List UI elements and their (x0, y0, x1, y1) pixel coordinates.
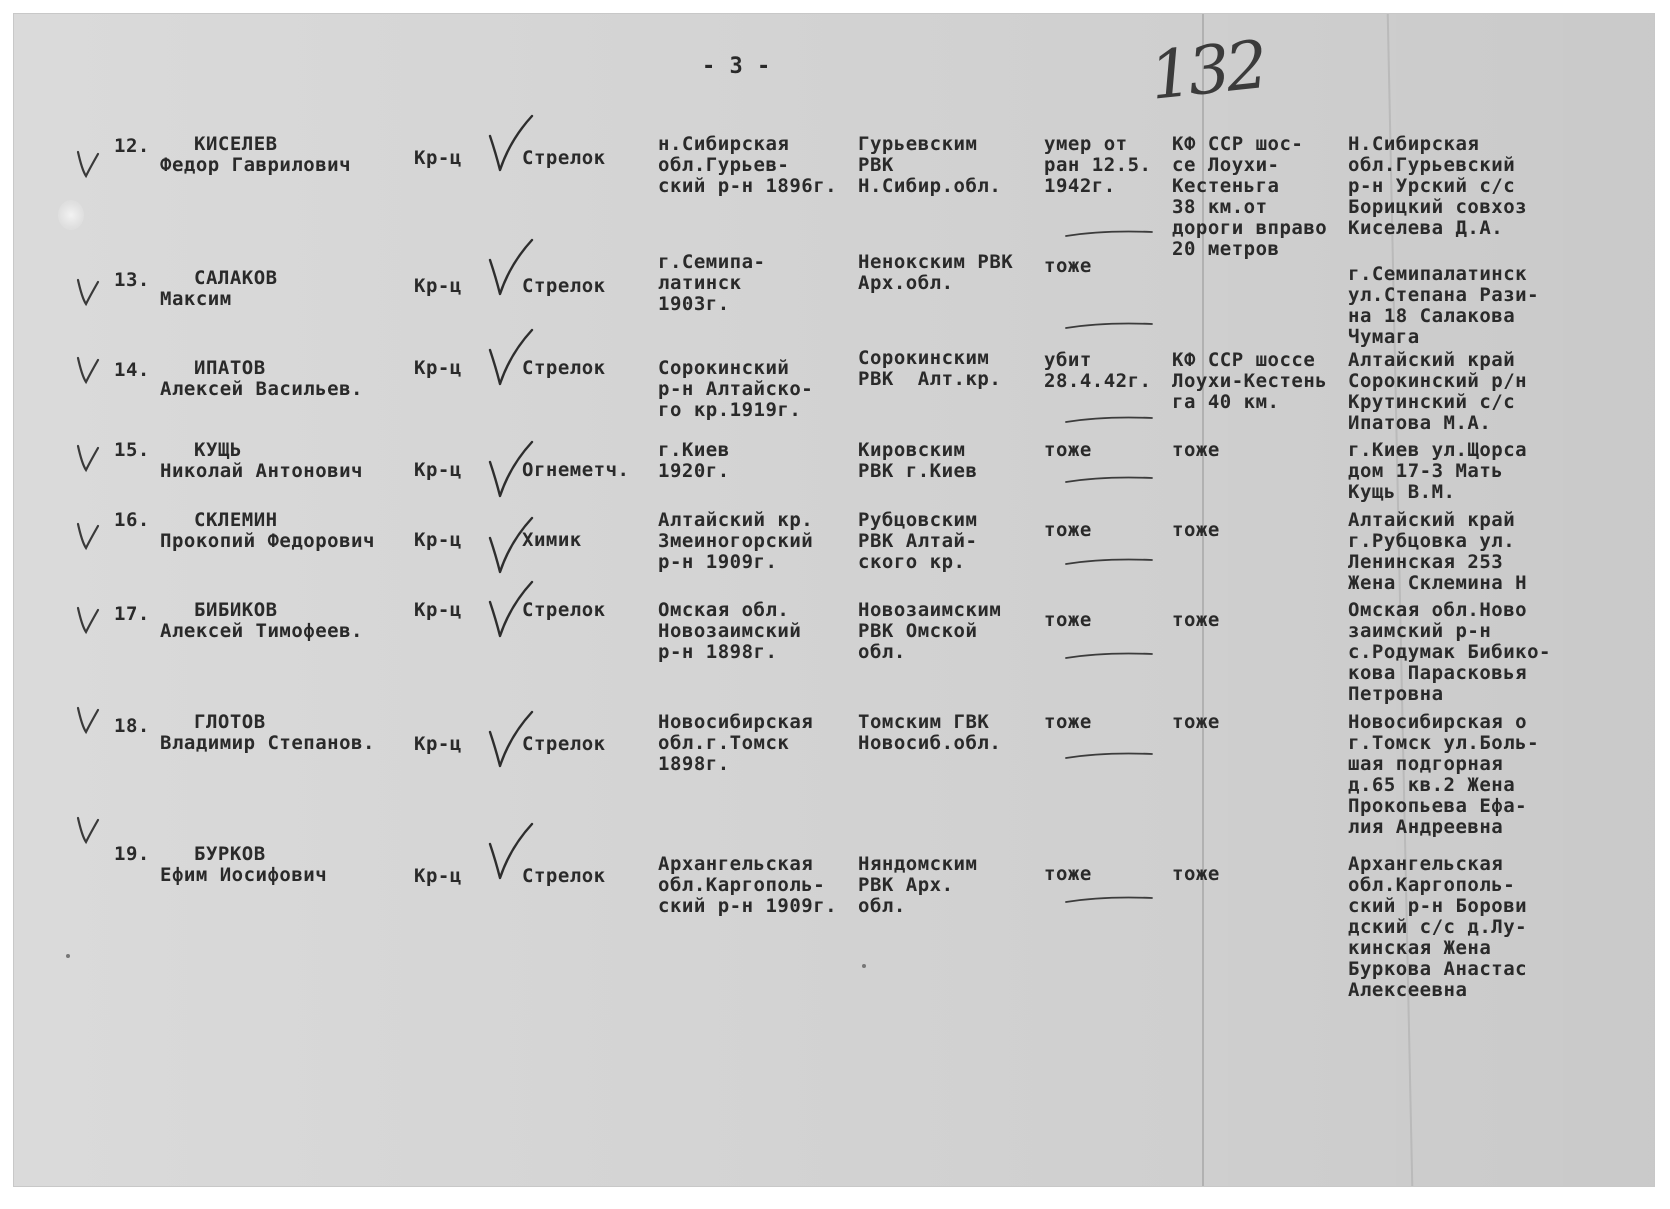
relatives-address-line: Новосибирская о (1348, 711, 1528, 733)
handwritten-dash (1064, 648, 1154, 662)
margin-tick-icon (76, 354, 102, 386)
birth-place-year-line: р-н 1909г. (658, 551, 778, 573)
position-role: Химик (522, 529, 582, 551)
burial-place-line: КФ ССР шоссе (1172, 349, 1316, 371)
fate-date (1044, 440, 1092, 461)
relatives-address-line: г.Томск ул.Боль- (1348, 732, 1540, 754)
birth-place-year-line: Алтайский кр. (658, 509, 814, 531)
burial-place (1172, 134, 1327, 260)
birth-place-year-line: 1903г. (658, 293, 730, 315)
position-role: Огнеметч. (522, 459, 630, 481)
margin-tick-icon (76, 814, 102, 846)
relatives-address-line: Борицкий совхоз (1348, 196, 1528, 218)
fate-date (1044, 712, 1092, 733)
birth-place-year-line: Новосибирская (658, 711, 814, 733)
burial-place (1172, 712, 1220, 733)
birth-place-year (658, 712, 813, 775)
drafted-by (858, 600, 1001, 663)
fate-date-line: 28.4.42г. (1044, 370, 1152, 392)
surname: САЛАКОВ (194, 267, 278, 289)
fate-date-line: тоже (1044, 439, 1092, 461)
fate-date-line: тоже (1044, 255, 1092, 277)
burial-place-line: дороги вправо (1172, 217, 1328, 239)
drafted-by (858, 440, 977, 482)
rank: Кр-ц (414, 599, 462, 621)
row-number: 17. (114, 603, 150, 625)
first-name-patronymic: Максим (160, 288, 232, 310)
fate-date (1044, 610, 1092, 631)
relatives-address-line: ул.Степана Рази- (1348, 284, 1540, 306)
burial-place-line: тоже (1172, 863, 1220, 885)
birth-place-year (658, 252, 765, 315)
relatives-address-line: шая подгорная (1348, 753, 1504, 775)
surname: КИСЕЛЕВ (194, 133, 278, 155)
drafted-by-line: РВК Алтай- (858, 530, 978, 552)
relatives-address (1348, 854, 1527, 1001)
relatives-address-line: Киселева Д.А. (1348, 217, 1504, 239)
birth-place-year (658, 440, 730, 482)
birth-place-year-line: Сорокинский (658, 357, 790, 379)
relatives-address-line: р-н Урский с/с (1348, 175, 1516, 197)
relatives-address-line: Петровна (1348, 683, 1444, 705)
drafted-by (858, 252, 1013, 294)
relatives-address-line: лия Андреевна (1348, 816, 1504, 838)
rank: Кр-ц (414, 529, 462, 551)
birth-place-year-line: Новозаимский (658, 620, 802, 642)
relatives-address-line: д.65 кв.2 Жена (1348, 774, 1516, 796)
drafted-by (858, 510, 977, 573)
burial-place-line: тоже (1172, 609, 1220, 631)
drafted-by-line: РВК Алт.кр. (858, 368, 1002, 390)
drafted-by-line: РВК (858, 154, 894, 176)
burial-place (1172, 440, 1220, 461)
birth-place-year (658, 510, 813, 573)
fate-date-line: умер от (1044, 133, 1128, 155)
birth-place-year-line: го кр.1919г. (658, 399, 802, 421)
relatives-address-line: Алтайский край (1348, 509, 1516, 531)
drafted-by-line: Томским ГВК (858, 711, 990, 733)
relatives-address-line: обл.Гурьевский (1348, 154, 1516, 176)
relatives-address-line: кова Парасковья (1348, 662, 1528, 684)
relatives-address (1348, 350, 1527, 434)
burial-place (1172, 864, 1220, 885)
surname: СКЛЕМИН (194, 509, 278, 531)
birth-place-year-line: н.Сибирская (658, 133, 790, 155)
relatives-address-line: обл.Каргополь- (1348, 874, 1516, 896)
birth-place-year (658, 358, 813, 421)
first-name-patronymic: Алексей Тимофеев. (160, 620, 363, 642)
rank: Кр-ц (414, 733, 462, 755)
drafted-by (858, 854, 977, 917)
row-number: 19. (114, 843, 150, 865)
relatives-address-line: Сорокинский р/н (1348, 370, 1528, 392)
fate-date (1044, 520, 1092, 541)
birth-place-year-line: обл.Каргополь- (658, 874, 826, 896)
fate-date-line: 1942г. (1044, 175, 1116, 197)
first-name-patronymic: Ефим Иосифович (160, 864, 328, 886)
birth-place-year-line: обл.г.Томск (658, 732, 790, 754)
fate-date (1044, 350, 1151, 392)
birth-place-year (658, 134, 837, 197)
surname: КУЩЬ (194, 439, 242, 461)
rank: Кр-ц (414, 357, 462, 379)
drafted-by (858, 348, 1001, 390)
fate-date (1044, 134, 1151, 197)
birth-place-year-line: Архангельская (658, 853, 814, 875)
fate-date (1044, 864, 1092, 885)
relatives-address-line: Н.Сибирская (1348, 133, 1480, 155)
burial-place (1172, 520, 1220, 541)
relatives-address-line: Прокопьева Ефа- (1348, 795, 1528, 817)
margin-tick-icon (76, 148, 102, 180)
relatives-address-line: Жена Склемина Н (1348, 572, 1528, 594)
rank: Кр-ц (414, 147, 462, 169)
drafted-by-line: Сорокинским (858, 347, 990, 369)
birth-place-year-line: Омская обл. (658, 599, 790, 621)
birth-place-year-line: р-н 1898г. (658, 641, 778, 663)
handwritten-dash (1064, 472, 1154, 486)
drafted-by (858, 134, 1001, 197)
row-number: 16. (114, 509, 150, 531)
drafted-by-line: Гурьевским (858, 133, 978, 155)
row-number: 15. (114, 439, 150, 461)
relatives-address (1348, 264, 1539, 348)
handwritten-dash (1064, 554, 1154, 568)
drafted-by-line: Рубцовским (858, 509, 978, 531)
birth-place-year-line: р-н Алтайско- (658, 378, 814, 400)
relatives-address-line: г.Семипалатинск (1348, 263, 1528, 285)
drafted-by-line: Кировским (858, 439, 966, 461)
birth-place-year (658, 854, 837, 917)
relatives-address-line: Буркова Анастас (1348, 958, 1528, 980)
birth-place-year-line: ский р-н 1896г. (658, 175, 838, 197)
first-name-patronymic: Федор Гаврилович (160, 154, 352, 176)
fate-date-line: тоже (1044, 519, 1092, 541)
birth-place-year-line: г.Киев (658, 439, 730, 461)
rank: Кр-ц (414, 275, 462, 297)
birth-place-year (658, 600, 801, 663)
margin-tick-icon (76, 520, 102, 552)
row-number: 12. (114, 135, 150, 157)
handwritten-dash (1064, 412, 1154, 426)
drafted-by-line: ского кр. (858, 551, 966, 573)
drafted-by-line: Новосиб.обл. (858, 732, 1002, 754)
fate-date-line: убит (1044, 349, 1092, 371)
relatives-address (1348, 600, 1551, 705)
first-name-patronymic: Николай Антонович (160, 460, 363, 482)
margin-tick-icon (76, 442, 102, 474)
drafted-by-line: Няндомским (858, 853, 978, 875)
burial-place-line: Лоухи-Кестень (1172, 370, 1328, 392)
first-name-patronymic: Прокопий Федорович (160, 530, 375, 552)
position-role: Стрелок (522, 357, 606, 379)
drafted-by-line: Новозаимским (858, 599, 1002, 621)
relatives-address-line: дский с/с д.Лу- (1348, 916, 1528, 938)
birth-place-year-line: 1898г. (658, 753, 730, 775)
birth-place-year-line: 1920г. (658, 460, 730, 482)
margin-tick-icon (76, 704, 102, 736)
burial-place-line: КФ ССР шос- (1172, 133, 1304, 155)
birth-place-year-line: г.Семипа- (658, 251, 766, 273)
relatives-address-line: Ипатова М.А. (1348, 412, 1492, 434)
drafted-by-line: РВК Омской (858, 620, 978, 642)
position-role: Стрелок (522, 599, 606, 621)
relatives-address-line: кинская Жена (1348, 937, 1492, 959)
row-number: 13. (114, 269, 150, 291)
page-number: - 3 - (702, 54, 771, 79)
archive-number: 132 (1146, 26, 1268, 115)
surname: ГЛОТОВ (194, 711, 266, 733)
handwritten-dash (1064, 226, 1154, 240)
relatives-address-line: заимский р-н (1348, 620, 1492, 642)
row-number: 18. (114, 715, 150, 737)
drafted-by (858, 712, 1001, 754)
burial-place-line: тоже (1172, 711, 1220, 733)
handwritten-dash (1064, 318, 1154, 332)
drafted-by-line: Арх.обл. (858, 272, 954, 294)
drafted-by-line: обл. (858, 641, 906, 663)
birth-place-year-line: латинск (658, 272, 742, 294)
birth-place-year-line: обл.Гурьев- (658, 154, 790, 176)
row-number: 14. (114, 359, 150, 381)
burial-place-line: га 40 км. (1172, 391, 1280, 413)
fate-date-line: ран 12.5. (1044, 154, 1152, 176)
fate-date-line: тоже (1044, 609, 1092, 631)
relatives-address-line: Кущь В.М. (1348, 481, 1456, 503)
handwritten-dash (1064, 892, 1154, 906)
fate-date (1044, 256, 1092, 277)
relatives-address-line: с.Родумак Бибико- (1348, 641, 1551, 663)
burial-place-line: Кестеньга (1172, 175, 1280, 197)
drafted-by-line: РВК Арх. (858, 874, 954, 896)
personnel-list (14, 14, 1654, 1186)
drafted-by-line: обл. (858, 895, 906, 917)
fate-date-line: тоже (1044, 711, 1092, 733)
position-role: Стрелок (522, 147, 606, 169)
relatives-address-line: Чумага (1348, 326, 1420, 348)
relatives-address-line: г.Киев ул.Щорса (1348, 439, 1528, 461)
relatives-address-line: ский р-н Борови (1348, 895, 1528, 917)
relatives-address-line: Алтайский край (1348, 349, 1516, 371)
relatives-address (1348, 712, 1539, 838)
birth-place-year-line: Змеиногорский (658, 530, 814, 552)
relatives-address (1348, 440, 1527, 503)
margin-tick-icon (76, 604, 102, 636)
relatives-address (1348, 134, 1527, 239)
first-name-patronymic: Владимир Степанов. (160, 732, 375, 754)
rank: Кр-ц (414, 865, 462, 887)
burial-place (1172, 350, 1327, 413)
drafted-by-line: РВК г.Киев (858, 460, 978, 482)
position-role: Стрелок (522, 275, 606, 297)
fate-date-line: тоже (1044, 863, 1092, 885)
margin-tick-icon (76, 276, 102, 308)
relatives-address-line: дом 17-3 Мать (1348, 460, 1504, 482)
burial-place (1172, 610, 1220, 631)
birth-place-year-line: ский р-н 1909г. (658, 895, 838, 917)
burial-place-line: 20 метров (1172, 238, 1280, 260)
relatives-address-line: Крутинский с/с (1348, 391, 1516, 413)
burial-place-line: 38 км.от (1172, 196, 1268, 218)
drafted-by-line: Ненокским РВК (858, 251, 1014, 273)
rank: Кр-ц (414, 459, 462, 481)
first-name-patronymic: Алексей Васильев. (160, 378, 363, 400)
relatives-address (1348, 510, 1527, 594)
position-role: Стрелок (522, 865, 606, 887)
surname: БИБИКОВ (194, 599, 278, 621)
relatives-address-line: Архангельская (1348, 853, 1504, 875)
surname: ИПАТОВ (194, 357, 266, 379)
relatives-address-line: Алексеевна (1348, 979, 1468, 1001)
burial-place-line: тоже (1172, 439, 1220, 461)
handwritten-dash (1064, 748, 1154, 762)
burial-place-line: се Лоухи- (1172, 154, 1280, 176)
position-role: Стрелок (522, 733, 606, 755)
surname: БУРКОВ (194, 843, 266, 865)
relatives-address-line: на 18 Салакова (1348, 305, 1516, 327)
relatives-address-line: Ленинская 253 (1348, 551, 1504, 573)
drafted-by-line: Н.Сибир.обл. (858, 175, 1002, 197)
relatives-address-line: Омская обл.Ново (1348, 599, 1528, 621)
relatives-address-line: г.Рубцовка ул. (1348, 530, 1516, 552)
burial-place-line: тоже (1172, 519, 1220, 541)
